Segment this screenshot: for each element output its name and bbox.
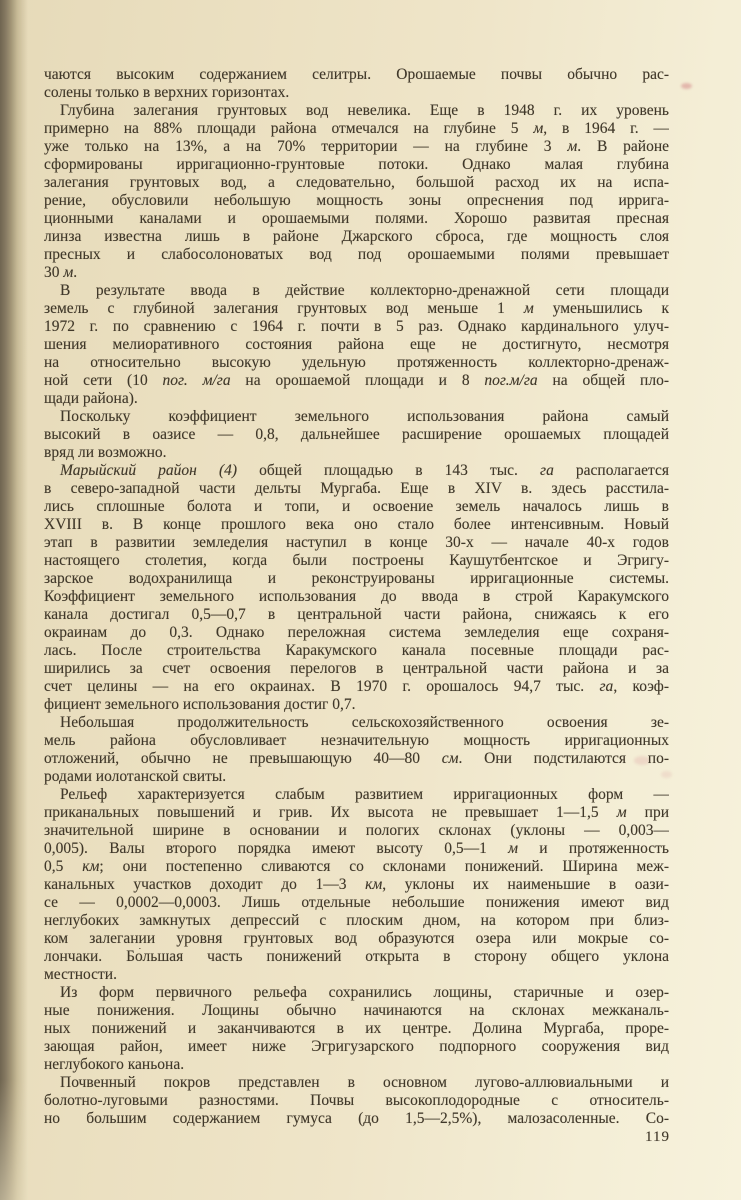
text-segment: зарское водохранилища и реконструированы ирригационные системы.: [44, 570, 669, 587]
text-line: [44, 390, 669, 408]
paragraph: [44, 282, 669, 408]
text-segment: В результате ввода в действие коллекторно-дренажной сети площади: [60, 282, 669, 299]
text-segment: Почвенный покров представлен в основном лугово-аллювиальными и: [60, 1074, 669, 1091]
text-segment: залегания грунтовых вод, а следовательно, большой расход их на испа-: [44, 174, 669, 191]
text-line: [44, 1074, 669, 1092]
text-segment: Поскольку коэффициент земельного использования района самый: [60, 408, 669, 425]
text-line: [44, 426, 669, 444]
text-segment: лись сплошные болота и топи, и освоение земель началось лишь в: [44, 498, 669, 515]
text-line: [44, 660, 669, 678]
text-segment: общей площадью в 143 тыс.: [237, 462, 541, 479]
text-segment: счет целины — на его окраинах. В 1970 г. орошалось 94,7 тыс.: [44, 678, 600, 695]
text-segment: канала достигал 0,5—0,7 в центральной части района, снижаясь к его: [44, 606, 669, 623]
text-segment: 0,5: [44, 858, 83, 875]
text-segment: 30: [44, 264, 64, 281]
text-line: [44, 336, 669, 354]
italic-text-segment: га: [540, 462, 554, 479]
text-segment: Из форм первичного рельефа сохранились лощины, старичные и озер-: [60, 984, 669, 1001]
text-line: [44, 930, 669, 948]
text-line: [44, 696, 669, 714]
text-line: [44, 840, 669, 858]
text-segment: Глубина залегания грунтовых вод невелика. Еще в 1948 г. их уровень: [60, 102, 669, 119]
page-number: 119: [645, 1129, 670, 1145]
text-line: [44, 228, 669, 246]
text-segment: , в 1964 г. —: [543, 120, 669, 137]
text-segment: приканальных повышений и грив. Их высота не превышает 1—1,5: [44, 804, 617, 821]
text-line: [44, 750, 669, 768]
text-segment: окраинам до 0,3. Однако переложная система земледелия еще сохраня-: [44, 624, 669, 641]
italic-text-segment: пог.м/га: [484, 372, 538, 389]
text-segment: Небольшая продолжительность сельскохозяйственного освоения зе-: [60, 714, 669, 731]
text-segment: сформированы ирригационно-грунтовые потоки. Однако малая глубина: [44, 156, 669, 173]
text-segment: Рельеф характеризуется слабым развитием ирригационных форм —: [60, 786, 669, 803]
text-segment: но большим содержанием гумуса (до 1,5—2,5%), малозасоленные. Со-: [44, 1110, 669, 1127]
text-line: [44, 1092, 669, 1110]
text-line: [44, 966, 669, 984]
text-segment: пресных и слабосолоноватых вод под орошаемыми полями превышает: [44, 246, 669, 263]
text-line: [44, 804, 669, 822]
text-line: [44, 282, 669, 300]
text-segment: мель района обусловливает незначительную мощность ирригационных: [44, 732, 669, 749]
text-line: [44, 876, 669, 894]
text-segment: отложений, обычно не превышающую 40—80: [44, 750, 442, 767]
italic-text-segment: м: [616, 804, 627, 821]
text-line: [44, 516, 669, 534]
text-segment: этап в развитии земледелия наступил в конце 30-х — начале 40-х годов: [44, 534, 669, 551]
paragraph: [44, 408, 669, 462]
text-segment: и протяженность: [518, 840, 669, 857]
text-segment: канальных участков доходит до 1—3: [44, 876, 366, 893]
paragraph: [44, 714, 669, 786]
text-line: [44, 156, 669, 174]
text-segment: неглубоких замкнутых депрессий с плоским дном, на котором при близ-: [44, 912, 669, 929]
italic-text-segment: м: [63, 264, 74, 281]
text-line: [44, 1056, 669, 1074]
text-line: [44, 246, 669, 264]
text-segment: ширились за счет освоения перелогов в центральной части района и за: [44, 660, 669, 677]
text-segment: неглубокого каньона.: [44, 1056, 185, 1073]
text-segment: Коэффициент земельного использования до ввода в строй Каракумского: [44, 588, 669, 605]
text-line: [44, 1020, 669, 1038]
text-line: [44, 1110, 669, 1128]
paragraph: [44, 66, 669, 102]
text-line: [44, 822, 669, 840]
text-segment: .: [73, 264, 78, 281]
italic-text-segment: м: [523, 300, 534, 317]
text-segment: на общей пло-: [537, 372, 669, 389]
paragraph: [44, 462, 669, 714]
text-segment: земель с глубиной залегания грунтовых вод меньше 1: [44, 300, 524, 317]
text-segment: линза известна лишь в районе Джарского сброса, где мощность слоя: [44, 228, 669, 245]
text-line: [44, 642, 669, 660]
text-line: [44, 210, 669, 228]
italic-text-segment: пог. м/га: [162, 372, 231, 389]
italic-text-segment: Марыйский район (4): [60, 462, 238, 479]
text-segment: при: [626, 804, 669, 821]
text-line: [44, 174, 669, 192]
text-segment: уже только на 13%, а на 70% территории — на глубине 3: [44, 138, 568, 155]
text-line: [44, 264, 669, 282]
text-line: [44, 786, 669, 804]
text-line: [44, 138, 669, 156]
text-line: [44, 984, 669, 1002]
text-line: [44, 552, 669, 570]
italic-text-segment: га: [599, 678, 614, 695]
text-segment: , коэф-: [613, 678, 669, 695]
page-gutter-shadow: [0, 0, 28, 1200]
text-segment: лась. После строительства Каракумского канала посевные площади рас-: [44, 642, 669, 659]
text-segment: шения мелиоративного состояния района еще не достигнуто, несмотря: [44, 336, 669, 353]
text-line: [44, 444, 669, 462]
text-segment: , уклоны их наименьшие в оази-: [382, 876, 669, 893]
text-segment: солены только в верхних горизонтах.: [44, 84, 290, 101]
text-line: [44, 858, 669, 876]
paragraph: [44, 1074, 669, 1128]
italic-text-segment: м: [567, 138, 578, 155]
text-segment: болотно-луговыми разностями. Почвы высокоплодородные с относитель-: [44, 1092, 669, 1109]
text-line: [44, 84, 669, 102]
text-line: [44, 480, 669, 498]
text-line: [44, 588, 669, 606]
text-segment: на относительно высокую удельную протяженность коллекторно-дренаж-: [44, 354, 669, 371]
text-segment: 1972 г. по сравнению с 1964 г. почти в 5 раз. Однако кардинального улуч-: [44, 318, 669, 335]
text-line: [44, 678, 669, 696]
text-segment: се — 0,0002—0,0003. Лишь отдельные небольшие понижения имеют вид: [44, 894, 669, 911]
text-segment: настоящего столетия, когда были построены Каушутбентское и Эгригу-: [44, 552, 669, 569]
text-segment: вряд ли возможно.: [44, 444, 167, 461]
italic-text-segment: км: [365, 876, 383, 893]
text-segment: чаются высоким содержанием селитры. Орошаемые почвы обычно рас-: [44, 66, 669, 83]
text-line: [44, 894, 669, 912]
text-line: [44, 948, 669, 966]
text-segment: значительной ширине в основании и пологих склонах (уклоны — 0,003—: [44, 822, 669, 839]
text-segment: родами иолотанской свиты.: [44, 768, 227, 785]
text-segment: зающая район, имеет ниже Эгригузарского подпорного сооружения вид: [44, 1038, 669, 1055]
italic-text-segment: см: [441, 750, 459, 767]
text-line: [44, 300, 669, 318]
text-block: [44, 66, 669, 1128]
paragraph: [44, 984, 669, 1074]
text-line: [44, 570, 669, 588]
page-gutter-shadow-fade: [0, 1080, 28, 1200]
text-line: [44, 624, 669, 642]
scan-smudge: [681, 83, 692, 89]
text-line: [44, 1002, 669, 1020]
italic-text-segment: км: [82, 858, 100, 875]
text-segment: местности.: [44, 966, 117, 983]
text-segment: . В районе: [577, 138, 669, 155]
text-segment: располагается: [553, 462, 669, 479]
paragraph: [44, 102, 669, 282]
paragraph: [44, 786, 669, 984]
text-line: [44, 732, 669, 750]
text-segment: . Они подстилаются по-: [458, 750, 669, 767]
text-segment: ные понижения. Лощины обычно начинаются на склонах межканаль-: [44, 1002, 669, 1019]
text-segment: высокий в оазисе — 0,8, дальнейшее расширение орошаемых площадей: [44, 426, 669, 443]
text-segment: примерно на 88% площади района отмечался на глубине 5: [44, 120, 534, 137]
text-line: [44, 318, 669, 336]
text-line: [44, 372, 669, 390]
text-line: [44, 66, 669, 84]
text-segment: щади района).: [44, 390, 138, 407]
text-line: [44, 102, 669, 120]
text-line: [44, 354, 669, 372]
text-segment: лончаки. Бо́льшая часть понижений открыта в сторону общего уклона: [44, 948, 669, 965]
text-segment: ком залегании уровня грунтовых вод образуются озера или мокрые со-: [44, 930, 669, 947]
text-line: [44, 462, 669, 480]
text-segment: рение, обусловили небольшую мощность зоны опреснения под иррига-: [44, 192, 669, 209]
italic-text-segment: м: [533, 120, 544, 137]
text-segment: ной сети (10: [44, 372, 163, 389]
text-line: [44, 534, 669, 552]
text-segment: фициент земельного использования достиг 0,7.: [44, 696, 356, 713]
text-line: [44, 1038, 669, 1056]
text-segment: на орошаемой площади и 8: [230, 372, 485, 389]
text-segment: XVIII в. В конце прошлого века оно стало более интенсивным. Новый: [44, 516, 669, 533]
text-segment: в северо-западной части дельты Мургаба. Еще в XIV в. здесь расстила-: [44, 480, 669, 497]
text-segment: ционными каналами и орошаемыми полями. Хорошо развитая пресная: [44, 210, 669, 227]
text-line: [44, 120, 669, 138]
text-segment: уменьшились к: [533, 300, 669, 317]
text-line: [44, 912, 669, 930]
text-line: [44, 768, 669, 786]
text-segment: 0,005). Валы второго порядка имеют высоту 0,5—1: [44, 840, 509, 857]
text-line: [44, 606, 669, 624]
text-segment: ; они постепенно сливаются со склонами понижений. Ширина меж-: [99, 858, 669, 875]
text-line: [44, 408, 669, 426]
text-line: [44, 192, 669, 210]
text-line: [44, 714, 669, 732]
text-segment: ных понижений и заканчиваются в их центре. Долина Мургаба, проре-: [44, 1020, 669, 1037]
text-line: [44, 498, 669, 516]
italic-text-segment: м: [508, 840, 519, 857]
